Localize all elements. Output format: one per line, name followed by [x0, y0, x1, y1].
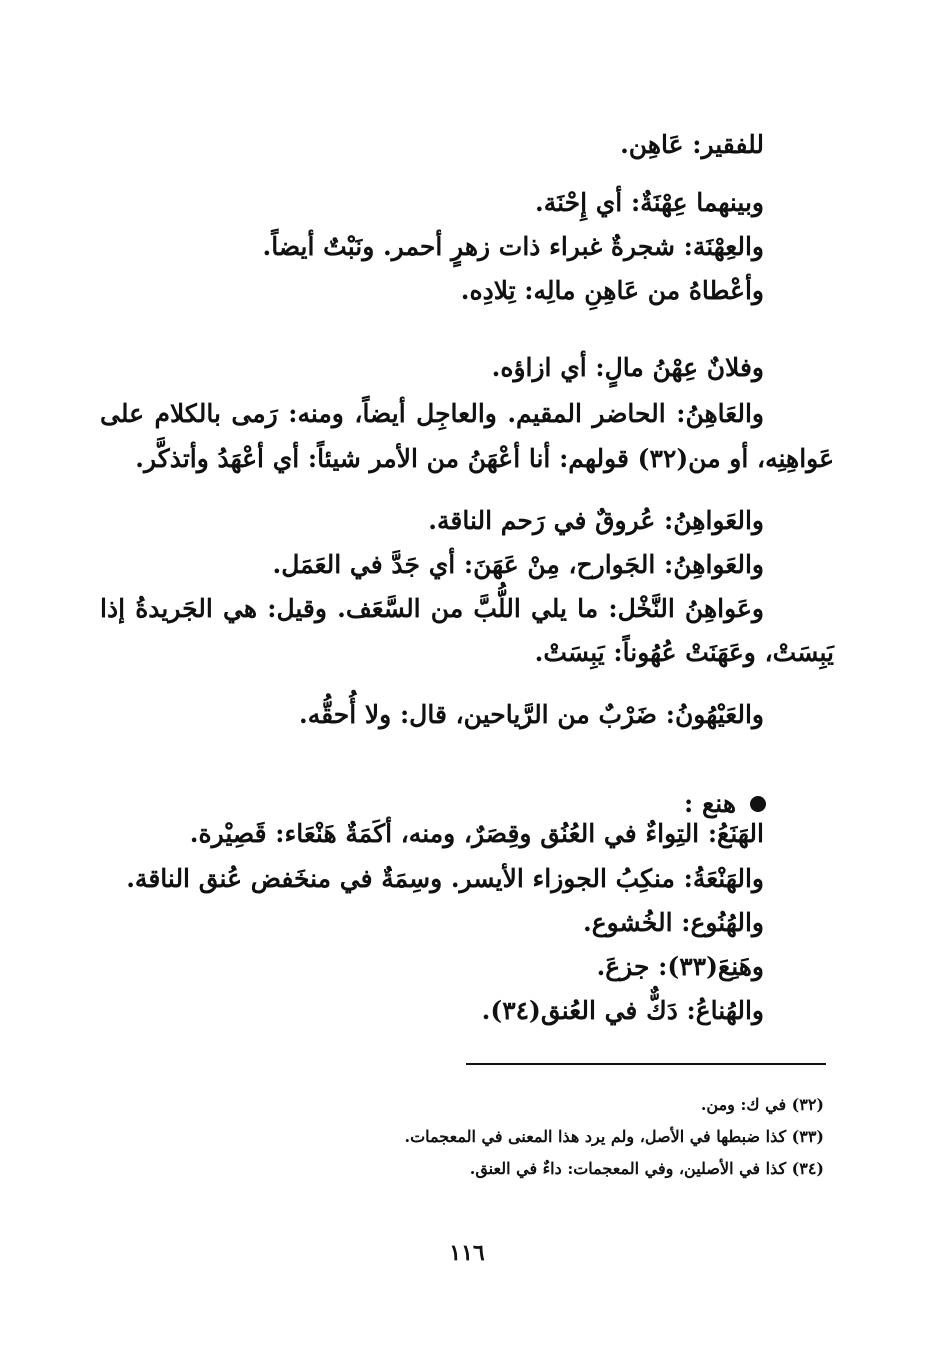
entry-heading-label: هنع : — [684, 789, 736, 818]
footnote: (٣٣) كذا ضبطها في الأصل، ولم يرد هذا المعنى في المعجمات. — [404, 1127, 824, 1146]
text-line: والعَواهِنُ: الجَوارح، مِنْ عَهَنَ: أي جَدَّ في العَمَل. — [272, 550, 764, 579]
text-line: يَبِسَتْ، وعَهَنَتْ عُهُوناً: يَبِسَتْ. — [534, 638, 834, 667]
text-line: والعَاهِنُ: الحاضر المقيم. والعاجِل أيضاً، ومنه: رَمى بالكلام على — [100, 399, 764, 428]
footnote: (٣٢) في ك: ومن. — [700, 1095, 824, 1114]
text-line: وفلانٌ عِهْنُ مالٍ: أي ازاؤه. — [491, 353, 764, 382]
text-line: والهُناعُ: دَكٌّ في العُنق(٣٤). — [481, 996, 764, 1025]
footnote-separator — [466, 1063, 826, 1065]
text-line: وأعْطاهُ من عَاهِنِ مالِه: تِلادِه. — [460, 276, 764, 305]
text-line: الهَنَعُ: التِواءٌ في العُنُق وقِصَرٌ، ومنه، أكَمَةٌ هَنْعَاء: قَصِيْرة. — [189, 819, 764, 848]
text-line: للفقير: عَاهِن. — [620, 130, 764, 159]
page-number: ١١٦ — [449, 1240, 485, 1266]
text-line: والعِهْنَة: شجرةٌ غبراء ذات زهرٍ أحمر. ونَبْتٌ أيضاً. — [262, 232, 764, 261]
text-line: وعَواهِنُ النَّخْل: ما يلي اللُّبَّ من السَّعَف. وقيل: هي الجَريدةُ إذا — [100, 594, 764, 623]
text-line: وهَنِعَ(٣٣): جزعَ. — [596, 952, 764, 981]
text-line: والعَواهِنُ: عُروقٌ في رَحم الناقة. — [428, 506, 764, 535]
text-line: والهُنُوع: الخُشوع. — [582, 908, 764, 937]
text-line: عَواهِنِه، أو من(٣٢) قولهم: أنا أعْهَنُ من الأمر شيئاً: أي أعْهَدُ وأتذكَّر. — [135, 444, 834, 473]
text-line: والهَنْعَةُ: منكِبُ الجوزاء الأيسر. وسِمَةٌ في منخَفض عُنق الناقة. — [126, 864, 764, 893]
bullet-icon — [750, 796, 766, 812]
footnote: (٣٤) كذا في الأصلين، وفي المعجمات: داءٌ في العنق. — [469, 1159, 824, 1178]
text-line: والعَيْهُونُ: ضَرْبٌ من الرَّياحين، قال: ولا أُحقُّه. — [299, 700, 764, 729]
text-line: وبينهما عِهْنَةٌ: أي إِحْنَة. — [534, 188, 764, 217]
